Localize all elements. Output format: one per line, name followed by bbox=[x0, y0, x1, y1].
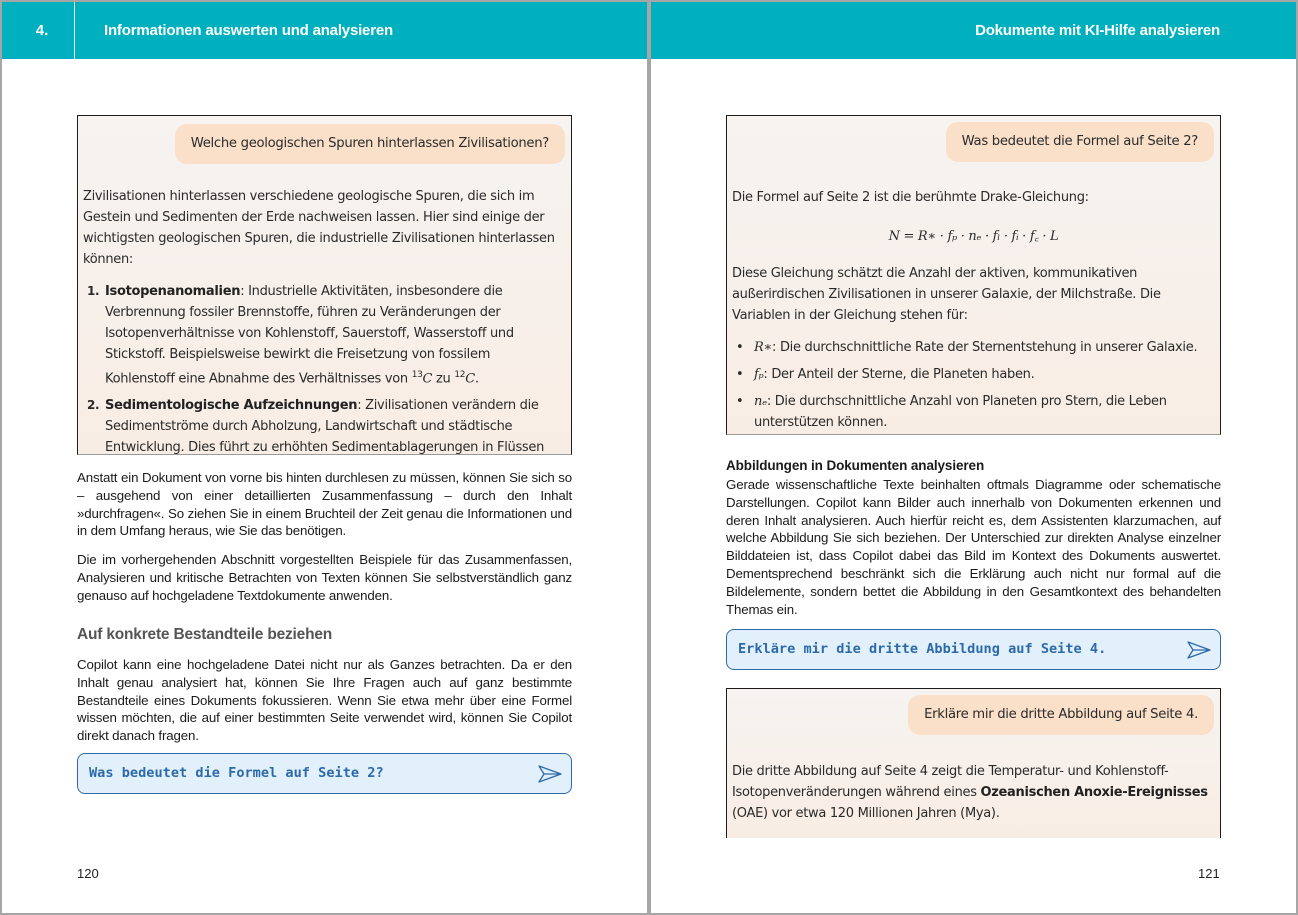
running-title: Dokumente mit KI-Hilfe analysieren bbox=[975, 22, 1220, 39]
answer-intro: Zivilisationen hinterlassen verschiedene geologische Spuren, die sich im Gestein und Sedimenten der Erde nachweisen lassen. Hier sind einige der wichtigsten geologischen Spuren, die industrielle Zivilisationen hinterlassen können: bbox=[83, 189, 555, 267]
right-page bbox=[651, 2, 1296, 913]
list-item: 2. Sedimentologische Aufzeichnungen: Zivilisationen verändern die Sedimentströme durch Abholzung, Landwirtschaft und städtische Entwicklung. Dies führt zu erhöhten Sedimentablagerungen in Flüssen bbox=[87, 398, 545, 455]
copilot-screenshot-drake bbox=[726, 115, 1221, 435]
page-number: 121 bbox=[1198, 866, 1220, 881]
answer-intro: Die Formel auf Seite 2 ist die berühmte Drake-Gleichung: bbox=[732, 190, 1089, 205]
user-prompt-bubble: Was bedeutet die Formel auf Seite 2? bbox=[946, 122, 1214, 162]
variable-list bbox=[732, 337, 1212, 435]
list-item-term: Isotopenanomalien bbox=[105, 284, 241, 299]
section-heading: Auf konkrete Bestandteile beziehen bbox=[77, 626, 333, 643]
prompt-text: Was bedeutet die Formel auf Seite 2? bbox=[89, 765, 384, 781]
list-item: • R∗: Die durchschnittliche Rate der Sternentstehung in unserer Galaxie. bbox=[736, 340, 1198, 355]
running-header bbox=[651, 2, 1296, 59]
chapter-title: Informationen auswerten und analysieren bbox=[104, 22, 393, 39]
section-heading: Abbildungen in Dokumenten analysieren bbox=[726, 458, 985, 473]
prompt-box-abbildung[interactable] bbox=[726, 629, 1221, 670]
user-prompt-bubble: Welche geologischen Spuren hinterlassen Zivilisationen? bbox=[175, 124, 565, 164]
list-item: 1. Isotopenanomalien: Industrielle Aktivitäten, insbesondere die Verbrennung fossiler Brennstoffe, führen zu Veränderungen der Isotopenverhältnisse von Kohlenstoff, Sauerstoff, Wasserstoff und Stickstoff. Beispielsweise bewirkt die Freisetzung von fossilem Kohlenstoff eine Abnahme des Verhältnisses von $^{13}$C zu $^{12}$C. bbox=[87, 284, 514, 387]
answer-list bbox=[83, 281, 563, 455]
copilot-screenshot-abbildung bbox=[726, 688, 1221, 838]
send-icon[interactable] bbox=[537, 764, 563, 784]
answer-text: Die dritte Abbildung auf Seite 4 zeigt die Temperatur- und Kohlenstoff-Isotopenveränderungen während eines Ozeanischen Anoxie-Ereignisses (OAE) vor etwa 120 Millionen Jahren (Mya). bbox=[732, 764, 1208, 821]
send-icon[interactable] bbox=[1186, 640, 1212, 660]
list-item: • fₚ: Der Anteil der Sterne, die Planeten haben. bbox=[736, 367, 1035, 382]
chapter-header bbox=[2, 2, 647, 59]
list-item-term: Sedimentologische Aufzeichnungen bbox=[105, 398, 358, 414]
answer-explanation: Diese Gleichung schätzt die Anzahl der aktiven, kommunikativen außerirdischen Zivilisationen in unserer Galaxie, der Milchstraße. Die Variablen in der Gleichung stehen für: bbox=[732, 266, 1161, 323]
drake-formula: N = R∗ · fₚ · nₑ · fₗ · fᵢ · f꜀ · L bbox=[888, 229, 1059, 244]
prompt-text: Erkläre mir die dritte Abbildung auf Seite 4. bbox=[738, 641, 1107, 657]
chapter-number: 4. bbox=[2, 2, 75, 59]
paragraph-durchfragen: Anstatt ein Dokument von vorne bis hinten durchlesen zu müssen, können Sie sich so – ausgehend von einer detaillierten Zusammenfassung – durch den Inhalt »durchfragen«. So ziehen Sie in einem Bruchteil der Zeit genau die Informationen und in dem Umfang heraus, wie Sie das benötigen. bbox=[77, 470, 572, 539]
paragraph-beispiele: Die im vorhergehenden Abschnitt vorgestellten Beispiele für das Zusammenfassen, Analysieren und kritische Betrachten von Texten können Sie selbstverständlich ganz genauso auf hochgeladene Textdokumente anwenden. bbox=[77, 552, 572, 603]
left-page bbox=[2, 2, 647, 913]
page-number: 120 bbox=[77, 866, 99, 881]
user-prompt-bubble: Erkläre mir die dritte Abbildung auf Seite 4. bbox=[908, 695, 1214, 735]
prompt-box-formel[interactable] bbox=[77, 753, 572, 794]
section-paragraph: Copilot kann eine hochgeladene Datei nicht nur als Ganzes betrachten. Da er den Inhalt genau analysiert hat, können Sie Ihre Fragen auch auf ganz bestimmte Bestandteile eines Dokuments fokussieren. Wenn Sie etwa mehr über eine Formel wissen möchten, die auf einer bestimmten Seite verwendet wird, können Sie Copilot direkt danach fragen. bbox=[77, 657, 572, 744]
section-paragraph: Gerade wissenschaftliche Texte beinhalten oftmals Diagramme oder schematische Darstellungen. Copilot kann Bilder auch innerhalb von Dokumenten erkennen und deren Inhalt analysieren. Auch hierfür reicht es, dem Assistenten klarzumachen, auf welche Abbildung Sie sich beziehen. Der Unterschied zur direkten Analyse einzelner Bilddateien ist, dass Copilot dabei das Bild im Kontext des Dokuments auswertet. Dementsprechend beschränkt sich die Erklärung auch nicht nur formal auf die Bildelemente, sondern bettet die Abbildung in den Gesamtkontext des behandelten Themas ein. bbox=[726, 477, 1221, 617]
list-item: • nₑ: Die durchschnittliche Anzahl von Planeten pro Stern, die Leben unterstützen können. bbox=[736, 394, 1167, 430]
copilot-screenshot-geology bbox=[77, 115, 572, 455]
